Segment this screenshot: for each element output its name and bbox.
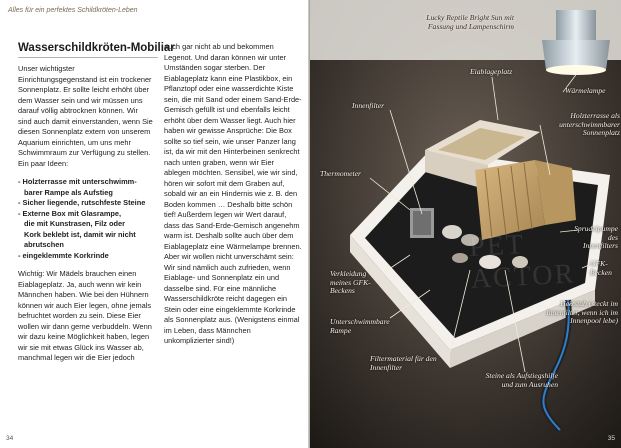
ideas-list xyxy=(18,177,153,261)
label-stones: Steine als Aufstiegshilfe und zum Ausruhen xyxy=(485,371,558,389)
section-title: Wasserschildkröten-Mobiliar xyxy=(18,42,175,54)
left-page xyxy=(0,0,310,448)
intro-paragraph: Unser wichtigster Einrichtungsgegenstand ist ein trockener Sonnenplatz. Er sollte leicht erhöht über dem Wasser sein und wir müssen uns darauf völlig abtrocknen können. Wir sind auch damit einverstanden, wenn Sie diesen Sonnenplatz extern von unserem Aquarium einrichten, um uns mehr Schwimmraum zur Verfügung zu stellen. Ein paar Ideen: xyxy=(18,64,153,168)
list-item: die mit Kunstrasen, Filz oder xyxy=(24,219,126,228)
list-item: - Sicher liegende, rutschfeste Steine xyxy=(18,198,146,207)
label-bubble-pump: Sprudelpumpe des Innenfilters xyxy=(574,224,618,251)
label-lamp: Lucky Reptile Bright Sun mit Fassung und Lampenschirm xyxy=(426,13,514,31)
right-page-photo xyxy=(310,0,621,448)
list-item: barer Rampe als Aufstieg xyxy=(24,187,113,197)
label-basin-cladding: Verkleidung meines GFK-Beckens xyxy=(330,269,371,296)
label-thermometer: Thermometer xyxy=(320,169,361,178)
outro-paragraph: Wichtig: Wir Mädels brauchen einen Eiablageplatz. Ja, auch wenn wir kein Männchen haben. Wie bei den Hühnern können wir auch Eier legen, ohne jemals befruchtet worden zu sein. Diese Eier wollen wir dann gerne verbuddeln. Wenn wir dazu keine Möglichkeit haben, legen wir sie mit etwas Glück ins Wasser ab, manchmal legen wir die Eier jedoch xyxy=(18,269,152,362)
label-wooden-terrace: Holzterrasse als unterschwimmbarer Sonnenplatz xyxy=(559,111,620,138)
text-column-left xyxy=(18,64,153,372)
continued-paragraph: auch gar nicht ab und bekommen Legenot. Und daran können wir unter Umständen sogar sterben. Der Eiablageplatz kann eine Plastikbox, ein Pflanztopf oder eine wasserdichte Kiste sein, die mit Sand oder einem Sand-Erde-Gemisch gefüllt ist und ebenfalls leicht erhöht über dem Wasser liegt. Auch hier haben wir gewisse Ansprüche: Die Box sollte so tief sein, wie unser Panzer lang ist, da wir mit den Hinterbeinen senkrecht nach unten graben, wenn wir Eier ablegen möchten. Sensibel, wie wir sind, hören wir sofort mit dem Graben auf, sobald wir an ein Hindernis wie z. B. den Boden kommen … Deshalb bitte schön tief! Außerdem legen wir Wert darauf, dass das Sand-Erde-Gemisch angenehm warm ist. Deshalb sollte auch über dem Eiablageplatz eine Wärmelampe brennen. Aber wir wollen nicht unverschämt sein: Wir sind nämlich auch zufrieden, wenn Eiablage- und Sonnenplatz ein und dasselbe sind. Für eine männliche Wasserschildkröte reicht dagegen ein Stein oder eine eingeklemmte Korkrinde als Sonnenplatz aus. (Wenigstens einmal im Leben, dass Männchen unkomplizierter sind!) xyxy=(164,42,302,345)
list-item: Kork beklebt ist, damit wir nicht xyxy=(24,229,136,239)
list-item: abrutschen xyxy=(24,240,64,249)
label-heat-lamp: Wärmelampe xyxy=(565,86,606,95)
list-item: - Externe Box mit Glasrampe, xyxy=(18,208,122,218)
page-number-right: 35 xyxy=(607,435,615,442)
title-rule xyxy=(18,57,158,58)
list-item: - eingeklemmte Korkrinde xyxy=(18,250,109,260)
watermark: PET ACTOR xyxy=(468,229,576,295)
label-internal-filter: Innenfilter xyxy=(352,101,385,110)
label-gfk-basin: GFK-Becken xyxy=(590,259,612,277)
label-heater: Heizstab (steckt im Innenfilter, wenn ich im Innenpool lebe) xyxy=(546,299,618,326)
list-item: - Holzterrasse mit unterschwimm- xyxy=(18,177,137,186)
running-head: Alles für ein perfektes Schildkröten-Leben xyxy=(8,7,138,14)
internal-filter xyxy=(410,208,434,238)
text-column-right xyxy=(164,42,302,355)
page-number-left: 34 xyxy=(6,435,14,442)
label-egg-laying-place: Eiablageplatz xyxy=(470,67,513,76)
label-ramp: Unterschwimmbare Rampe xyxy=(330,317,390,335)
label-filter-material: Filtermaterial für den Innenfilter xyxy=(370,354,437,372)
